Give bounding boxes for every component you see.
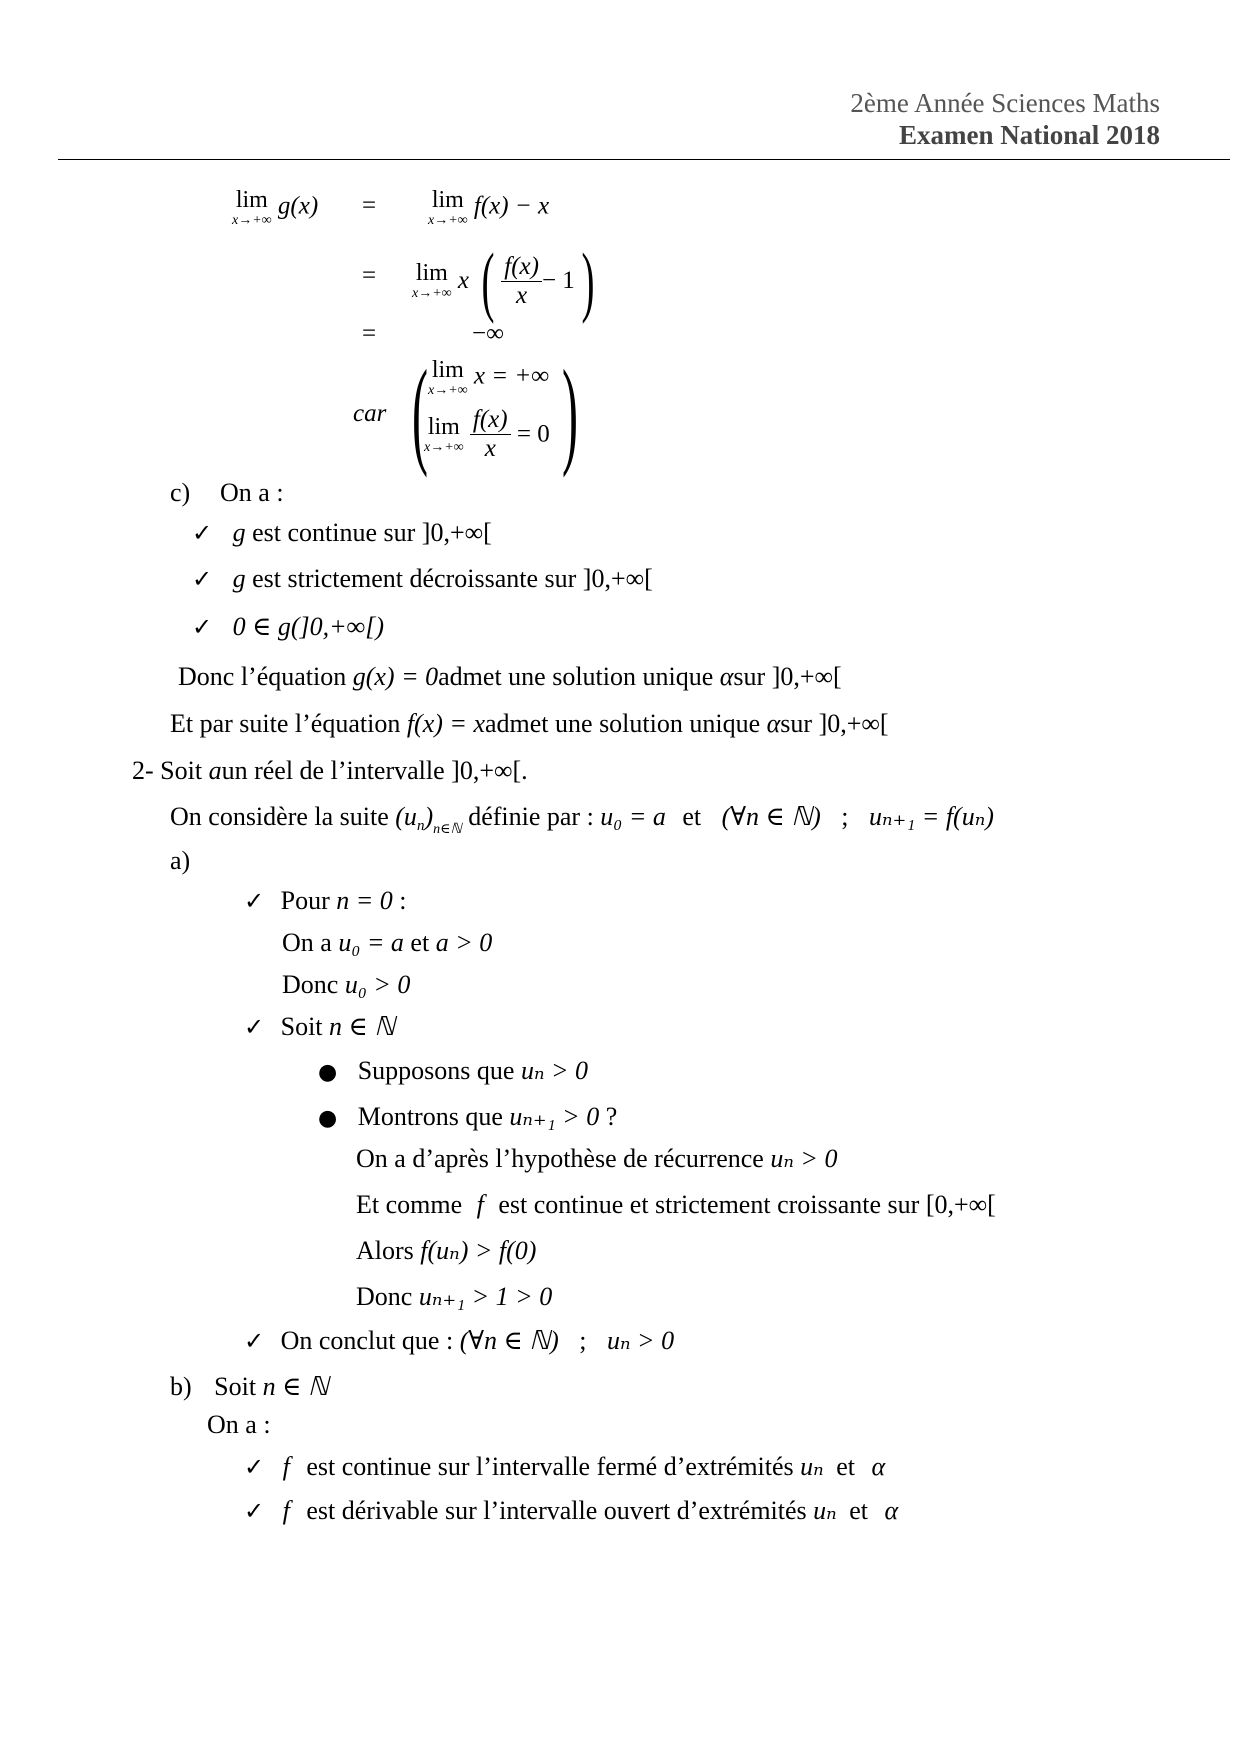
a-alors-line: Alors f(uₙ) > f(0): [356, 1236, 537, 1265]
eq-sign-3: =: [362, 320, 377, 347]
q2-sequence-def: On considère la suite $(u_n)_{n\in ℕ}$ définie par : u₀ = a et (∀n ∈ ℕ) ; uₙ₊₁ = f(uₙ): [170, 802, 994, 837]
check-icon: ✓: [244, 887, 265, 915]
car-line-1: lim x→+∞ x = +∞: [428, 357, 550, 398]
check-icon: ✓: [192, 613, 213, 641]
c-item-1: ✓ g est continue sur ]0,+∞[: [192, 518, 492, 547]
a-donc-line: Donc uₙ₊₁ > 1 > 0: [356, 1282, 553, 1311]
c-item-2: ✓ g est strictement décroissante sur ]0,+∞[: [192, 564, 653, 593]
part-a-label: a): [170, 846, 191, 875]
c-conclusion-2: Et par suite l’équation f(x) = xadmet une solution unique αsur ]0,+∞[: [170, 709, 889, 738]
a-induction-step: ✓ Soit n ∈ ℕ: [244, 1012, 396, 1041]
header-rule: [58, 159, 1230, 160]
car-right-paren: ): [562, 345, 578, 478]
car-line-2: lim x→+∞ $\frac{f(x)}{x}$ = 0: [424, 406, 550, 462]
limit-line-1-left: lim x→+∞ g(x): [232, 187, 319, 228]
check-icon: ✓: [244, 1013, 265, 1041]
part-c-label: c): [170, 478, 191, 507]
bullet-icon: ●: [318, 1060, 338, 1085]
part-b-label: b) Soit n ∈ ℕ: [170, 1372, 329, 1401]
a-base-case: ✓ Pour n = 0 :: [244, 886, 407, 915]
header-title: Examen National 2018: [898, 120, 1160, 150]
a-comme-line: Et comme f est continue et strictement croissante sur [0,+∞[: [356, 1190, 996, 1219]
check-icon: ✓: [244, 1453, 265, 1481]
part-c-intro: On a :: [220, 478, 284, 507]
q2-statement: 2- Soit aun réel de l’intervalle ]0,+∞[.: [132, 756, 528, 785]
bullet-icon: ●: [318, 1106, 338, 1131]
b-item-1: ✓ f est continue sur l’intervalle fermé d’extrémités uₙ et α: [244, 1452, 886, 1481]
b-intro: On a :: [207, 1410, 271, 1439]
a-base-ona: On a u₀ = a et a > 0: [282, 928, 493, 957]
a-hypothesis: ● Supposons que uₙ > 0: [318, 1056, 589, 1085]
limit-result: −∞: [472, 320, 504, 347]
a-conclusion: ✓ On conclut que : (∀n ∈ ℕ) ; uₙ > 0: [244, 1326, 675, 1355]
check-icon: ✓: [244, 1327, 265, 1355]
eq-sign-1: =: [362, 192, 377, 219]
c-conclusion-1: Donc l’équation g(x) = 0admet une solution unique αsur ]0,+∞[: [178, 662, 842, 691]
eq-sign-2: =: [362, 262, 377, 289]
car-left-paren: (: [412, 345, 428, 478]
check-icon: ✓: [192, 519, 213, 547]
check-icon: ✓: [192, 565, 213, 593]
c-item-3: ✓ 0 ∈ g(]0,+∞[): [192, 612, 384, 641]
a-hyp-line: On a d’après l’hypothèse de récurrence uₙ > 0: [356, 1144, 838, 1173]
limit-line-2: lim x→+∞ x ( $\frac{f(x)}{x}$ − 1): [412, 237, 595, 324]
check-icon: ✓: [244, 1497, 265, 1525]
car-label: car: [353, 400, 387, 427]
limit-line-1-right: lim x→+∞ f(x) − x: [428, 187, 550, 228]
b-item-2: ✓ f est dérivable sur l’intervalle ouvert d’extrémités uₙ et α: [244, 1496, 899, 1525]
a-show: ● Montrons que uₙ₊₁ > 0 ?: [318, 1102, 618, 1131]
a-base-donc: Donc u₀ > 0: [282, 970, 411, 999]
header-subtitle: 2ème Année Sciences Maths: [850, 88, 1160, 118]
